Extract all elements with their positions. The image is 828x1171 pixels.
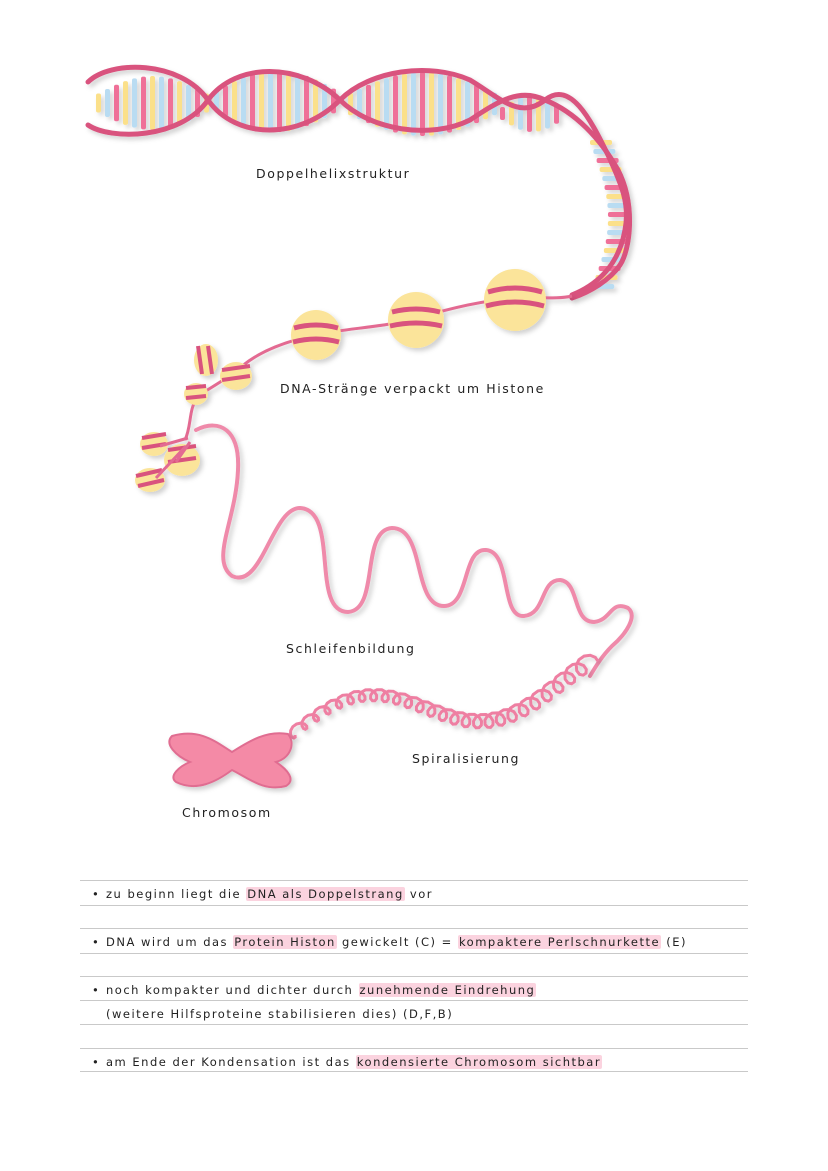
note-text: vor	[409, 887, 433, 901]
histone-bead	[184, 383, 208, 405]
label-chromosom: Chromosom	[182, 805, 272, 820]
label-schleifen: Schleifenbildung	[286, 641, 416, 656]
helix-base-pair	[114, 85, 119, 121]
note-text: gewickelt (C) =	[342, 935, 453, 949]
histone-bead	[194, 344, 218, 376]
helix-base-pair	[402, 74, 407, 135]
bullet: •	[92, 983, 101, 997]
helix-base-pair	[277, 70, 282, 132]
helix-base-pair	[438, 74, 443, 135]
helix-base-pair	[286, 71, 291, 131]
helix-base-pair	[447, 76, 452, 133]
note-text: (weitere Hilfsproteine stabilisieren dies) (D,F,B)	[106, 1007, 454, 1021]
note-line-3b	[92, 1007, 453, 1021]
chromosome	[169, 733, 291, 787]
helix-base-pair	[96, 94, 101, 113]
chromatin-loops	[196, 426, 632, 676]
note-text: noch kompakter und dichter durch	[106, 983, 354, 997]
note-line-3	[92, 983, 536, 997]
helix-base-pair	[159, 77, 164, 130]
bullet: •	[92, 1055, 101, 1069]
histone-bead	[220, 362, 252, 390]
helix-base-pair	[429, 72, 434, 135]
bullet: •	[92, 887, 101, 901]
histone-bead	[388, 292, 444, 348]
helix-base-pair	[527, 95, 532, 132]
note-highlight: kompaktere Perlschnurkette	[458, 935, 661, 949]
helix-base-pair	[168, 78, 173, 127]
note-highlight: kondensierte Chromosom sichtbar	[356, 1055, 602, 1069]
helix-base-pair	[232, 81, 237, 121]
spiral-coil	[291, 655, 599, 738]
label-histone: DNA-Stränge verpackt um Histone	[280, 381, 545, 396]
note-text: zu beginn liegt die	[106, 887, 242, 901]
helix-base-pair	[141, 77, 146, 130]
note-highlight: Protein Histon	[234, 935, 336, 949]
helix-base-pair	[500, 107, 505, 120]
helix-base-pair	[420, 72, 425, 136]
note-text: am Ende der Kondensation ist das	[106, 1055, 351, 1069]
note-text: DNA wird um das	[106, 935, 229, 949]
helix-base-pair	[393, 76, 398, 133]
helix-base-pair	[604, 248, 626, 253]
note-line-4	[92, 1055, 602, 1069]
histone-bead	[291, 310, 341, 360]
helix-base-pair	[259, 72, 264, 131]
helix-base-pair	[223, 85, 228, 116]
loop-fiber	[196, 426, 632, 676]
bullet: •	[92, 935, 101, 949]
helix-base-pair	[295, 73, 300, 129]
helix-base-pair	[105, 89, 110, 117]
chromosome-shape	[169, 733, 291, 787]
helix-base-pair	[150, 76, 155, 130]
label-spiral: Spiralisierung	[412, 751, 521, 766]
label-doppelhelix: Doppelhelixstruktur	[256, 166, 411, 181]
double-helix	[88, 67, 630, 298]
helix-base-pair	[177, 81, 182, 125]
helix-base-pair	[250, 74, 255, 128]
note-highlight: zunehmende Eindrehung	[359, 983, 536, 997]
helix-base-pair	[518, 97, 523, 129]
helix-base-pair	[123, 81, 128, 125]
note-highlight: DNA als Doppelstrang	[247, 887, 404, 901]
helix-base-pair	[304, 76, 309, 126]
histone-bead	[484, 269, 546, 331]
helix-base-pair	[268, 70, 273, 132]
helix-base-pair	[132, 78, 137, 127]
helix-base-pair	[384, 78, 389, 130]
spiral-fiber	[291, 655, 599, 738]
note-line-1	[92, 887, 433, 901]
note-text: (E)	[666, 935, 687, 949]
helix-base-pair	[411, 72, 416, 135]
note-line-2	[92, 935, 687, 949]
helix-base-pair	[241, 77, 246, 125]
